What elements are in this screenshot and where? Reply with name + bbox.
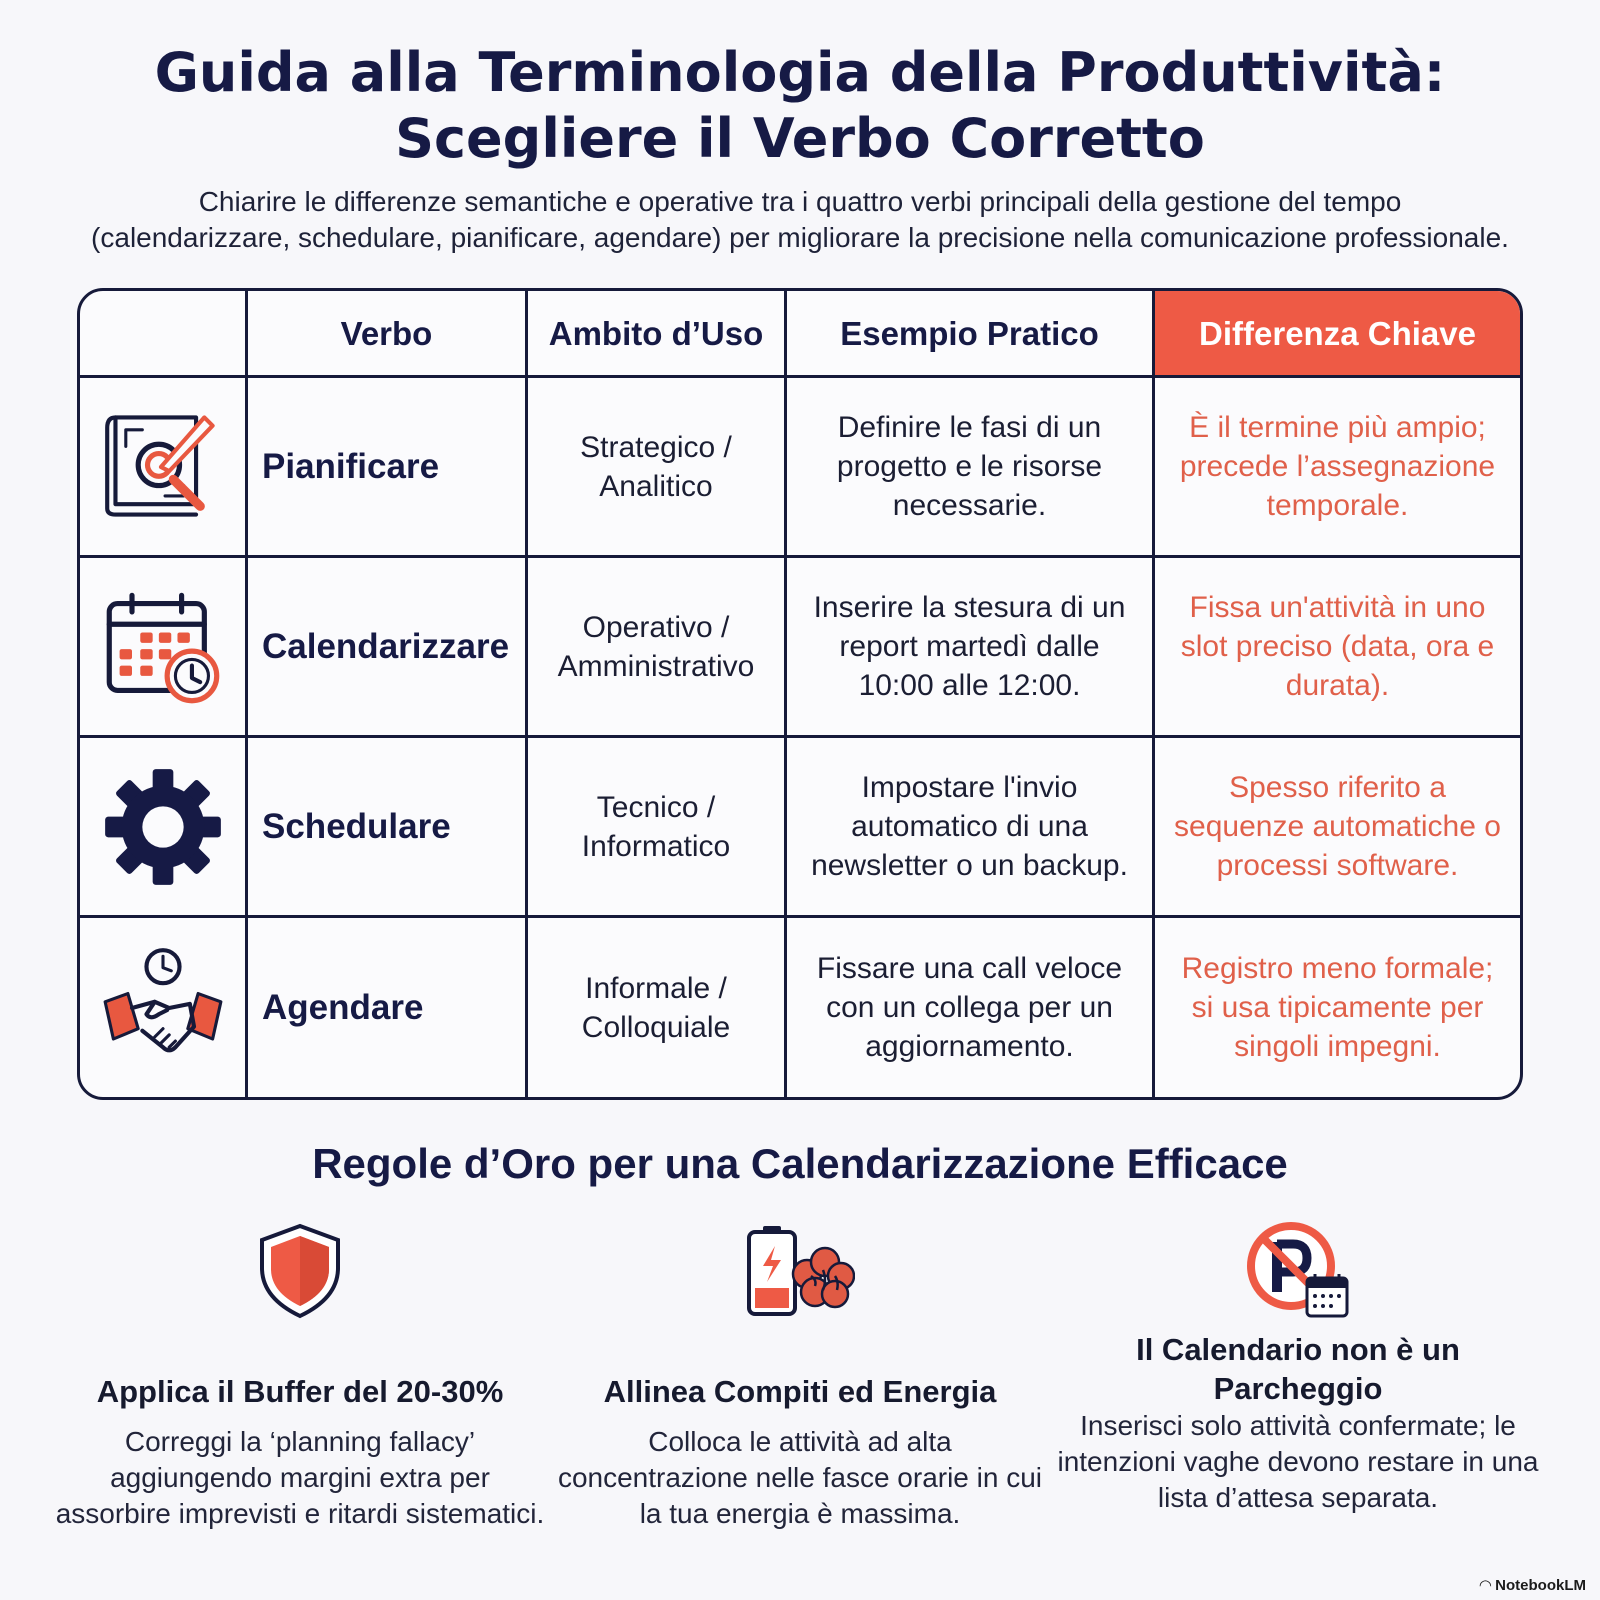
battery-brain-icon [745,1220,855,1320]
verb-calendarizzare: Calendarizzare [248,558,528,738]
brand-logo [1480,1576,1586,1594]
brand-name: NotebookLM [1495,1576,1586,1594]
rule-title: Allinea Compiti ed Energia [603,1374,997,1409]
rule-text: Inserisci solo attività confermate; le intenzioni vaghe devono restare in una lista d’attesa separata. [1057,1410,1539,1513]
example-cell: Inserire la stesura di un report martedì dalle 10:00 alle 12:00. [787,558,1155,738]
verb-schedulare: Schedulare [248,738,528,918]
rule-card-buffer [50,1220,550,1529]
blueprint-magnifier-icon [80,378,248,558]
header-icon-cell [80,291,248,378]
verb-comparison-table [77,288,1523,1100]
notebook-logo-icon: ◠ [1479,1577,1492,1594]
difference-cell: È il termine più ampio; precede l’assegnazione temporale. [1155,378,1520,558]
handshake-clock-icon [80,918,248,1097]
rule-title: Il Calendario non è un Parcheggio [1136,1332,1460,1406]
title-line-2: Scegliere il Verbo Corretto [395,107,1205,170]
example-cell: Fissare una call veloce con un collega per un aggiornamento. [787,918,1155,1097]
scope-cell: Tecnico / Informatico [528,738,787,918]
rule-card-energy [550,1220,1050,1529]
example-cell: Definire le fasi di un progetto e le risorse necessarie. [787,378,1155,558]
rule-card-parking [1048,1220,1548,1513]
header-scope: Ambito d’Uso [528,291,787,378]
scope-cell: Operativo / Amministrativo [528,558,787,738]
header-example: Esempio Pratico [787,291,1155,378]
header-verb: Verbo [248,291,528,378]
scope-cell: Informale / Colloquiale [528,918,787,1097]
difference-cell: Registro meno formale; si usa tipicamente per singoli impegni. [1181,952,1494,1063]
subtitle-line-1: Chiarire le differenze semantiche e operative tra i quattro verbi principali della gestione del tempo [198,186,1402,217]
no-parking-calendar-icon [1243,1220,1353,1320]
page-subtitle [60,184,1540,256]
difference-cell: Spesso riferito a sequenze automatiche o processi software. [1155,738,1520,918]
verb-agendare: Agendare [248,918,528,1097]
rule-title: Applica il Buffer del 20-30% [96,1374,504,1409]
rule-text: Correggi la ‘planning fallacy’ aggiungendo margini extra per assorbire imprevisti e ritardi sistematici. [55,1426,545,1529]
scope-cell: Strategico / Analitico [528,378,787,558]
header-key-difference: Differenza Chiave [1155,291,1520,378]
subtitle-line-2: (calendarizzare, schedulare, pianificare, agendare) per migliorare la precisione nella comunicazione professionale. [91,222,1509,253]
rules-section-title: Regole d’Oro per una Calendarizzazione Efficace [312,1140,1288,1187]
page-title [0,40,1600,172]
example-cell: Impostare l'invio automatico di una newsletter o un backup. [787,738,1155,918]
difference-cell: Fissa un'attività in uno slot preciso (data, ora e durata). [1155,558,1520,738]
verb-pianificare: Pianificare [248,378,528,558]
shield-icon [250,1220,350,1320]
calendar-clock-icon [80,558,248,738]
gear-icon [80,738,248,918]
rule-text: Colloca le attività ad alta concentrazione nelle fasce orarie in cui la tua energia è massima. [557,1426,1043,1529]
title-line-1: Guida alla Terminologia della Produttività: [154,41,1446,104]
